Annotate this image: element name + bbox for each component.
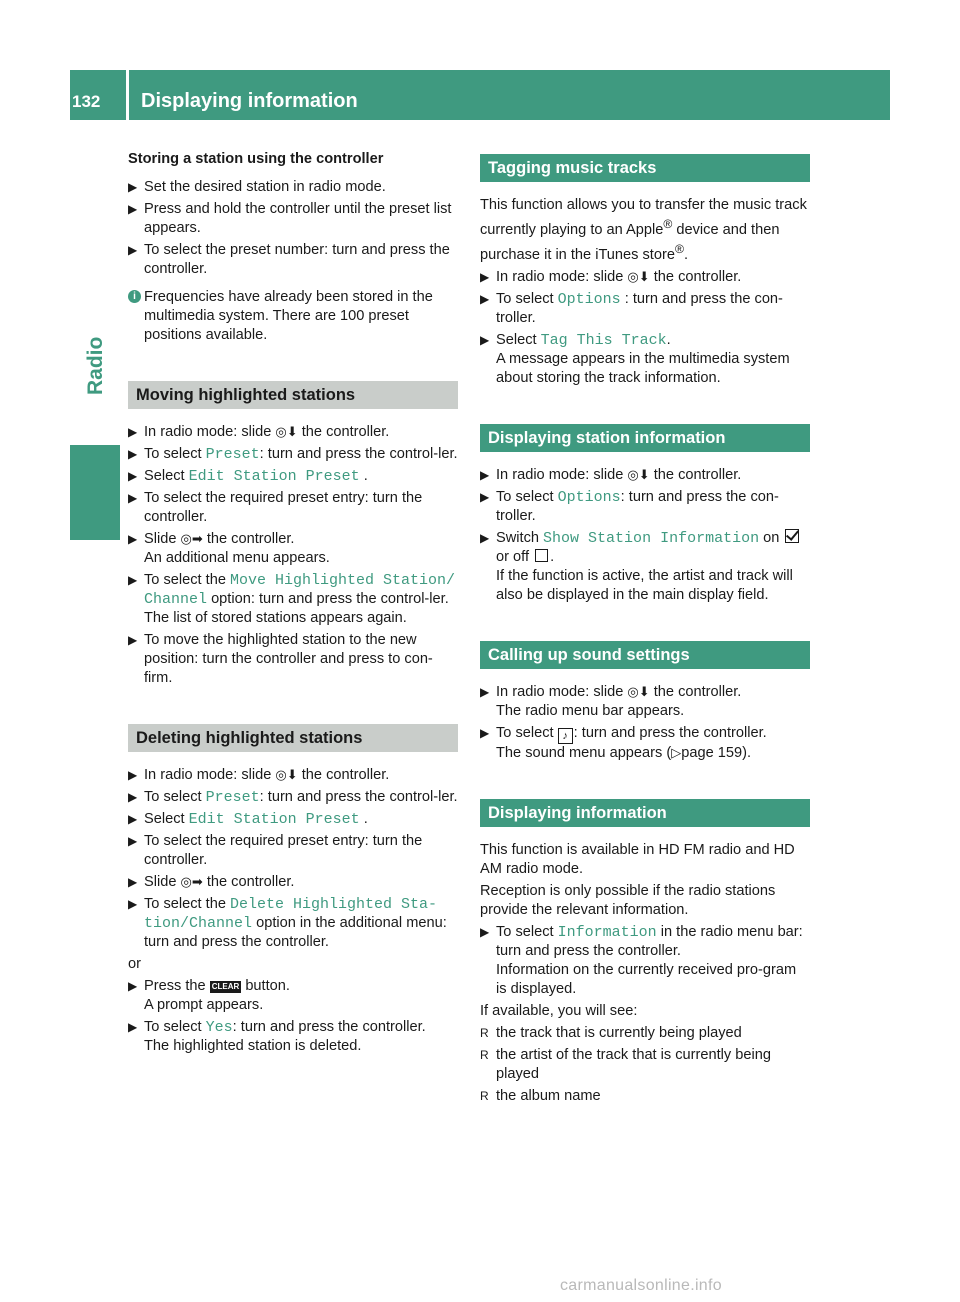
step-marker-icon: ▶ [480,530,490,545]
step-marker-icon: ▶ [128,243,138,257]
step-marker-icon: ▶ [480,924,490,939]
list-item: ▶ Slide ◎➡ the controller. [128,874,295,890]
list-item: ▶ To select Preset: turn and press the control-ler. [128,789,458,806]
menu-option-code: Information [557,923,657,941]
list-item: ▶ Press the CLEAR button. A prompt appears. [128,978,290,1013]
menu-option-code: Move Highlighted Station/ Channel [144,572,456,608]
step-marker-icon: ▶ [128,180,138,194]
list-item: ▶ To select Yes: turn and press the controller. The highlighted station is deleted. [128,1019,426,1054]
step-marker-icon: ▶ [128,633,138,647]
list-item: ▶ In radio mode: slide ◎⬇ the controller. [480,268,742,285]
list-item: ▶ To select Options: turn and press the con-troller. [480,488,779,524]
menu-option-code: Preset [205,446,260,463]
list-item: R the artist of the track that is currently being played [480,1046,771,1082]
controller-slide-down-icon: ◎⬇ [627,684,650,700]
menu-option-code: Preset [205,789,260,806]
bullet-marker-icon: R [480,1025,489,1040]
step-marker-icon: ▶ [480,489,490,504]
step-marker-icon: ▶ [480,467,490,482]
step-marker-icon: ▶ [128,1020,138,1034]
menu-option-code: Options [557,290,621,308]
step-marker-icon: ▶ [128,425,138,439]
step-marker-icon: ▶ [128,202,138,216]
list-item: ▶ To select ♪ : turn and press the controller. The sound menu appears (▷page 159). [480,724,767,761]
controller-slide-down-icon: ◎⬇ [627,467,650,483]
list-item: ▶ Select Edit Station Preset . [128,811,368,828]
page-number: 132 [72,92,101,111]
step-marker-icon: ▶ [128,897,138,911]
step-marker-icon: ▶ [128,469,138,483]
side-tab-block [70,445,120,540]
section-heading-deleting: Deleting highlighted stations [128,724,458,752]
header-divider [126,70,129,120]
controller-slide-right-icon: ◎➡ [180,875,203,890]
list-item: ▶ Select Tag This Track. A message appears in the multimedia system about storing the track information. [480,331,790,386]
info-note: i Frequencies have already been stored in the multimedia system. There are 100 preset positions available. [128,288,458,345]
step-marker-icon: ▶ [128,491,138,505]
step-marker-icon: ▶ [128,812,138,826]
list-item: ▶ To select the Delete Highlighted Sta‐ tion/Channel option in the additional menu: turn and press the controller. [128,896,447,950]
section-heading-info: Displaying information [480,799,810,827]
controller-slide-down-icon: ◎⬇ [275,425,298,440]
right-column [480,150,810,1109]
list-item: ▶ To select the required preset entry: turn the controller. [128,490,423,525]
step-marker-icon: ▶ [480,269,490,284]
page-title: Displaying information [141,90,358,112]
list-item: ▶ In radio mode: slide ◎⬇ the controller. The radio menu bar appears. [480,683,742,719]
step-marker-icon: ▶ [128,532,138,546]
clear-button-icon: CLEAR [211,982,240,991]
menu-option-code: Delete Highlighted Sta‐ tion/Channel [144,896,438,932]
list-item: ▶ Press and hold the controller until the preset list appears. [128,201,452,236]
menu-option-code: Options [557,488,621,506]
list-item: ▶ In radio mode: slide ◎⬇ the controller. [480,466,742,483]
list-item: ▶ In radio mode: slide ◎⬇ the controller. [128,767,390,783]
controller-slide-down-icon: ◎⬇ [627,269,650,285]
side-tab-label: Radio [84,336,107,395]
left-column [128,150,458,1059]
bullet-marker-icon: R [480,1088,489,1103]
tagging-intro: This function allows you to transfer the music track currently playing to an Apple® device and then purchase it in the iTunes store®. [480,197,807,263]
step-marker-icon: ▶ [480,291,490,306]
checkbox-checked-icon [785,529,799,543]
step-marker-icon: ▶ [128,447,138,461]
list-item: ▶ In radio mode: slide ◎⬇ the controller. [128,424,390,440]
step-marker-icon: ▶ [128,875,138,889]
menu-option-code: Tag This Track [540,331,667,349]
list-item: ▶ To move the highlighted station to the new position: turn the controller and press to con-firm. [128,632,433,686]
step-marker-icon: ▶ [480,684,490,699]
step-marker-icon: ▶ [480,725,490,740]
sound-note-icon: ♪ [558,728,573,744]
list-item: ▶ To select Options : turn and press the con-troller. [480,290,783,326]
menu-option-code: Edit Station Preset [188,468,360,485]
list-item: ▶ To select Information in the radio menu bar: turn and press the controller. Information on the currently received pro-gram is displayed. [480,923,803,997]
or-text: or [128,956,141,972]
info-paragraph: If available, you will see: [480,1002,638,1019]
list-item: ▶ Set the desired station in radio mode. [128,179,386,195]
watermark: carmanualsonline.info [560,1277,722,1294]
list-item: R the album name [480,1087,601,1104]
list-item: ▶ To select the required preset entry: turn the controller. [128,833,423,868]
list-item: ▶ Slide ◎➡ the controller. An additional menu appears. [128,531,330,566]
controller-slide-down-icon: ◎⬇ [275,768,298,783]
info-paragraph: This function is available in HD FM radio and HD AM radio mode. [480,841,795,877]
step-marker-icon: ▶ [128,768,138,782]
page-reference-icon: ▷ [671,745,682,761]
checkbox-empty-icon [535,549,548,562]
menu-option-code: Show Station Information [543,529,760,547]
list-item: ▶ Switch Show Station Information on or off . If the function is active, the artist and track will also be displayed in the main display field. [480,529,810,605]
bullet-marker-icon: R [480,1047,489,1062]
step-marker-icon: ▶ [128,790,138,804]
storing-title: Storing a station using the controller [128,151,384,167]
list-item: ▶ To select the preset number: turn and press the controller. [128,242,450,277]
step-marker-icon: ▶ [128,834,138,848]
list-item: ▶ Select Edit Station Preset . [128,468,368,485]
info-icon: i [128,290,141,303]
step-marker-icon: ▶ [128,573,138,587]
section-heading-tagging: Tagging music tracks [480,154,810,182]
menu-option-code: Yes [205,1019,233,1036]
list-item: ▶ To select the Move Highlighted Station/ Channel option: turn and press the control-ler. The list of stored stations appears again. [128,572,456,626]
step-marker-icon: ▶ [480,332,490,347]
info-paragraph: Reception is only possible if the radio stations provide the relevant information. [480,882,776,918]
controller-slide-right-icon: ◎➡ [180,532,203,547]
step-marker-icon: ▶ [128,979,138,993]
list-item: ▶ To select Preset: turn and press the control-ler. [128,446,458,463]
menu-option-code: Edit Station Preset [188,811,360,828]
section-heading-moving: Moving highlighted stations [128,381,458,409]
list-item: R the track that is currently being played [480,1024,742,1041]
section-heading-station-info: Displaying station information [480,424,810,452]
section-heading-sound: Calling up sound settings [480,641,810,669]
